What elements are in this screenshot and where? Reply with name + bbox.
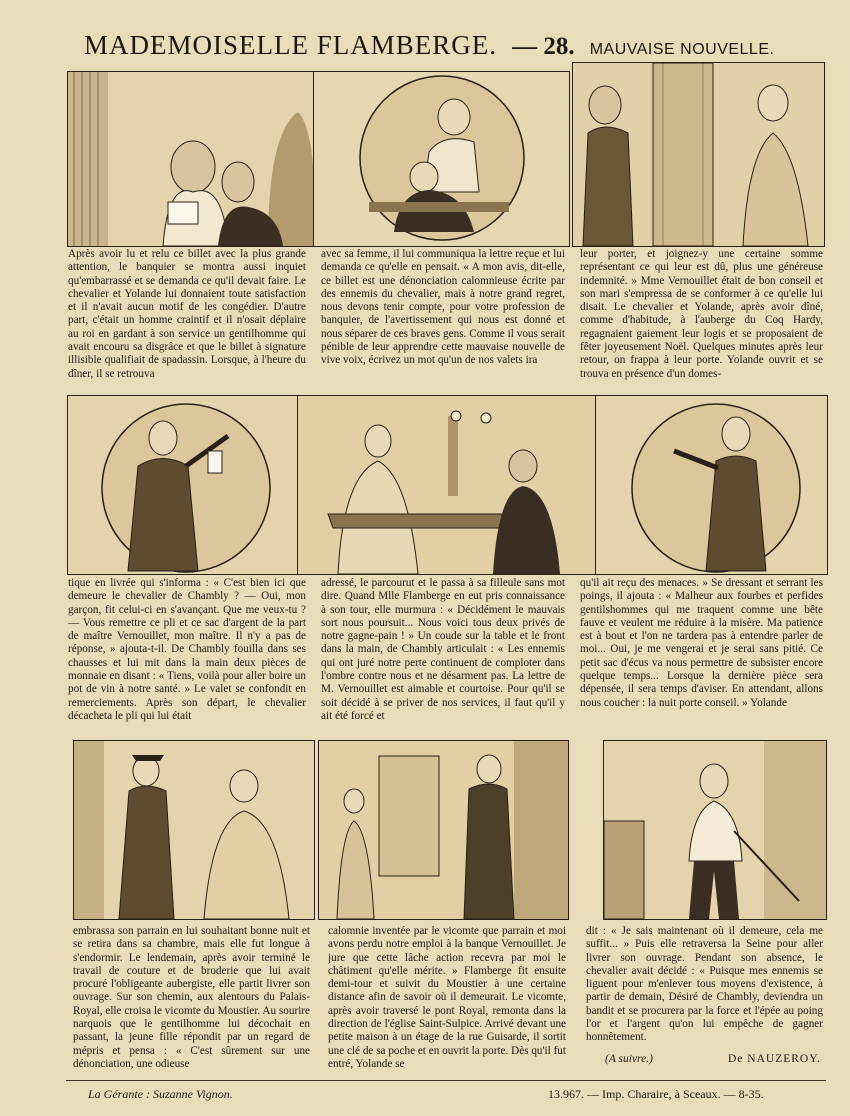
text-r1-c1: Après avoir lu et relu ce billet avec la plus grande attention, le banquier se montra aussi inquiet qu'embarrassé et se demanda ce qu'il devait faire. Le chevalier et Yolande lui donnaient toute satisfaction et il n'avait aucun motif de les congédier. D'autre part, c'était un homme craintif et il n'osait déplaire au roi en gardant à son service un gentilhomme qui avait encouru sa disgrâce et que le billet à signature illisible qualifiait de spadassin. Lorsque, à l'heure du dîner, il se retrouva — [68, 248, 306, 380]
text-r2-c1: tique en livrée qui s'informa : « C'est bien ici que demeure le chevalier de Chambly ? — Oui, mon garçon, fit celui-ci en s'avançant. Que me veux-tu ? — Vous remettre ce pli et ce sac d'argent de la part de maître Vernouillet, mon maître. Il n'y a pas de réponse, » ajouta-t-il. De Chambly fouilla dans ses chausses et lui mit dans la main deux pièces de monnaie en disant : « Tiens, voilà pour aller boire un pot de vin à notre santé. » Le valet se confondit en remerciements. Après son départ, le chevalier décacheta le pli qui lui était — [68, 577, 306, 722]
footer-printer: 13.967. — Imp. Charaire, à Sceaux. — 8-35. — [548, 1087, 764, 1101]
author-signature: De NAUZEROY. — [728, 1053, 821, 1065]
footer-publisher: La Gérante : Suzanne Vignon. — [88, 1087, 233, 1101]
series-title: MADEMOISELLE FLAMBERGE. — [84, 30, 497, 60]
text-r2-c3: qu'il ait reçu des menaces. » Se dressant et serrant les poings, il ajouta : « Malheur aux fourbes et perfides gentilshommes qui me traquent comme une bête fauve et veulent me réduire à la misère. Ma patience est à bout et l'on ne tardera pas à entendre parler de moi... Oui, je me vengerai et je serai sans pitié. Ce petit sac d'écus va nous permettre de subsister encore quelque temps... Lorsque la dernière pièce sera dépensée, il sera temps d'aviser. En attendant, allons nous coucher : la nuit porte conseil. » Yolande — [580, 577, 823, 709]
scene-following-vicomte-icon — [318, 740, 569, 920]
scene-chevalier-gesturing-icon — [67, 395, 299, 575]
scene-valet-at-door-icon — [572, 62, 825, 247]
text-r1-c2: avec sa femme, il lui communiqua la lettre reçue et lui demanda ce qu'elle en pensait. « A mon avis, dit-elle, ce billet est une dénonciation calomnieuse écrite par des ennemis du chevalier, mais à notre grand regret, nous devons tenir compte, pour votre profession de banquier, de l'avertissement qui nous est donné et nous séparer de ces braves gens. Comme il vous serait pénible de leur apprendre cette mauvaise nouvelle de vive voix, écrivez un mot qu'un de nos valets ira — [321, 248, 565, 367]
scene-street-encounter-icon — [73, 740, 315, 920]
scene-couple-medallion-icon — [313, 71, 570, 247]
text-r3-c3: dit : « Je sais maintenant où il demeure, cela me suffit... » Puis elle retraversa la Seine pour aller livrer son ouvrage. Pendant son absence, le chevalier avait décidé : « Puisque mes ennemis se liguent pour m'enlever tous moyens d'existence, à partir de demain, Désiré de Chambly, deviendra un bandit et se procurera par la force et l'épée au poing l'or et l'argent qu'on lui empêche de gagner honnêtement. — [586, 925, 823, 1043]
episode-title: MAUVAISE NOUVELLE. — [589, 41, 775, 58]
text-r2-c2: adressé, le parcourut et le passa à sa filleule sans mot dire. Quand Mlle Flamberge en eut pris connaissance à son tour, elle murmura : « Décidément le mauvais sort nous poursuit... Nous voici tous deux privés de notre gagne-pain ! » Un coude sur la table et le front dans la main, de Chambly articulait : « Les ennemis qui ont juré notre perte continuent de comploter dans l'ombre contre nous et ne désarment pas. La lettre de M. Vernouillet est aimable et courtoise. Pour qu'il se soit décidé à se priver de nos services, il faut qu'il y ait été forcé et — [321, 577, 565, 722]
scene-swordsman-icon — [603, 740, 827, 920]
episode-number: — 28. — [512, 33, 575, 60]
scene-chevalier-medallion-icon — [595, 395, 828, 575]
to-be-continued: (A suivre.) — [605, 1053, 653, 1065]
scene-banker-reading-icon — [67, 71, 315, 247]
footer-rule — [66, 1080, 826, 1081]
text-r3-c1: embrassa son parrain en lui souhaitant bonne nuit et se retira dans sa chambre, mais elle fut longue à s'endormir. Le lendemain, après avoir terminé le travail de couture et de broderie que lui avait procuré l'obligeante aubergiste, elle partit livrer son ouvrage. Sur son chemin, aux alentours du Palais-Royal, elle croisa le vicomte du Moustier. Au sourire narquois que le gentilhomme lui décochait en passant, la jeune fille répondit par un regard de mépris et pensa : « C'est sûrement sur une dénonciation, une odieuse — [73, 925, 310, 1070]
text-r3-c2: calomnie inventée par le vicomte que parrain et moi avons perdu notre emploi à la banque Vernouillet. Je jure que cette lâche action recevra par moi le châtiment qu'elle mérite. » Flamberge fit ensuite demi-tour et suivit du Moustier à une certaine distance afin de savoir où il demeurait. Le vicomte, après avoir traversé le pont Royal, remonta dans la direction de l'église Saint-Sulpice. Arrivé devant une petite maison à un étage de la rue Guisarde, il sortit une clé de sa poche et en ouvrit la porte. Dès qu'il fut entré, Yolande se — [328, 925, 566, 1070]
scene-table-candles-icon — [297, 395, 597, 575]
text-r1-c3: leur porter, et joignez-y une certaine somme représentant ce qui leur est dû, plus une généreuse indemnité. » Mme Vernouillet était de bon conseil et son mari s'empressa de se conformer à ce qu'elle lui disait. Le chevalier et Yolande, après avoir dîné, comme d'habitude, à l'auberge du Coq Hardy, regagnaient gaiement leur logis et se proposaient de fêter joyeusement Noël. Quelques minutes après leur retour, on frappa à leur porte. Yolande ouvrit et se trouva en présence d'un domes- — [580, 248, 823, 380]
